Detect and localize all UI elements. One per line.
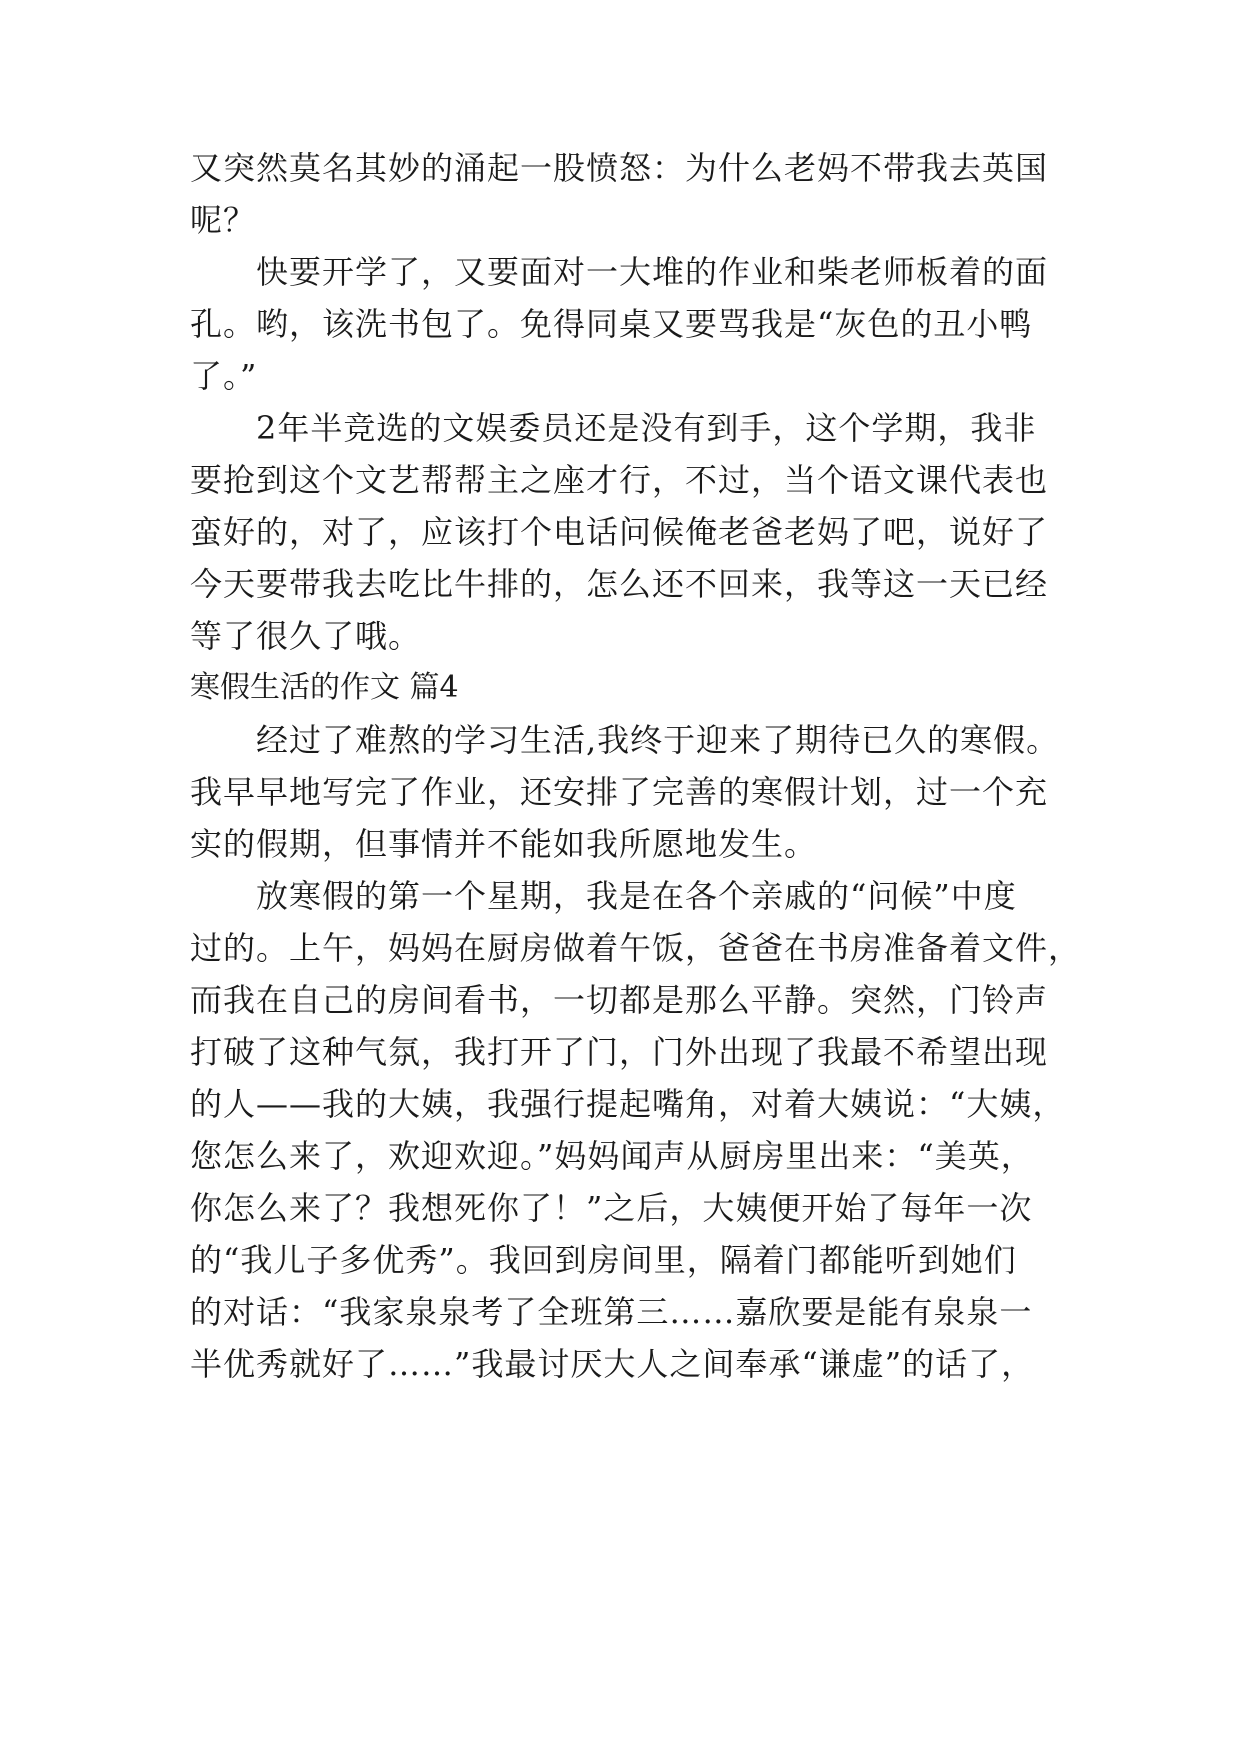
text-line: 我早早地写完了作业，还安排了完善的寒假计划，过一个充 [190, 773, 1049, 811]
text-line: 的“我儿子多优秀”。我回到房间里，隔着门都能听到她们 [190, 1241, 1017, 1279]
text-line: 今天要带我去吃比牛排的，怎么还不回来，我等这一天已经 [190, 565, 1049, 603]
text-line: 的对话：“我家泉泉考了全班第三……嘉欣要是能有泉泉一 [190, 1293, 1033, 1331]
paragraph-start-line: 经过了难熬的学习生活,我终于迎来了期待已久的寒假。 [256, 721, 1060, 759]
text-line: 的人——我的大姨，我强行提起嘴角，对着大姨说：“大姨， [190, 1085, 1066, 1123]
text-line: 打破了这种气氛，我打开了门，门外出现了我最不希望出现 [190, 1033, 1049, 1071]
paragraph-start-line: 放寒假的第一个星期，我是在各个亲戚的“问候”中度 [256, 877, 1017, 915]
text-line: 蛮好的，对了，应该打个电话问候俺老爸老妈了吧，说好了 [190, 513, 1049, 551]
text-line: 过的。上午，妈妈在厨房做着午饭，爸爸在书房准备着文件， [190, 929, 1082, 967]
text-line: 半优秀就好了……”我最讨厌大人之间奉承“谦虚”的话了， [190, 1345, 1035, 1383]
text-line: 呢？ [190, 201, 257, 239]
paragraph-start-line: 2年半竞选的文娱委员还是没有到手，这个学期，我非 [256, 409, 1037, 447]
text-line: 孔。哟，该洗书包了。免得同桌又要骂我是“灰色的丑小鸭 [190, 305, 1033, 343]
text-line: 了。” [190, 357, 258, 395]
text-line: 要抢到这个文艺帮帮主之座才行，不过，当个语文课代表也 [190, 461, 1049, 499]
section-heading: 寒假生活的作文 篇4 [190, 670, 459, 705]
text-line: 实的假期，但事情并不能如我所愿地发生。 [190, 825, 818, 863]
paragraph-start-line: 快要开学了，又要面对一大堆的作业和柴老师板着的面 [256, 253, 1049, 291]
text-line: 你怎么来了？我想死你了！”之后，大姨便开始了每年一次 [190, 1189, 1033, 1227]
text-line: 又突然莫名其妙的涌起一股愤怒：为什么老妈不带我去英国 [190, 149, 1049, 187]
text-line: 而我在自己的房间看书，一切都是那么平静。突然，门铃声 [190, 981, 1049, 1019]
text-line: 等了很久了哦。 [190, 617, 422, 655]
text-line: 您怎么来了，欢迎欢迎。”妈妈闻声从厨房里出来：“美英， [190, 1137, 1034, 1175]
